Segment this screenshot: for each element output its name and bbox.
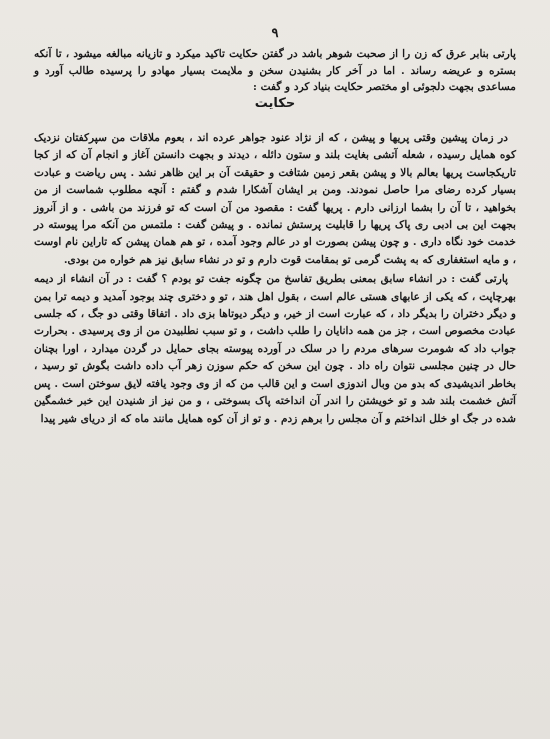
paragraph: در زمان پیشین وقتی پریها و پیشن ، که از نژاد عنود جواهر عرده اند ، بعوم ملاقات من سپرکفتان نزدیک کوه همایل رسیده ، شعله آتشی بغایت بلند و ستون دائله ، دیدند و بجهت دانستن آغاز و انجام آن که از کجا تاریکجاست پریها بعالم بالا و پیشن بقعر زمین شتافت و حقیقت آن بر این ظاهر نشد . پس ریاضت و عبادت بسیار کرده رضای مرا حاصل نمودند. ومن بر ایشان آشکارا شدم و گفتم : آنچه مطلوب شماست از من بخواهید ، تا آن را بشما ارزانی دارم . پریها گفت : مقصود من آن است که تو فرزند من باشی . و از آنروز بجهت این بی ادبی ری پاک پریها را قابلیت پرستش نمانده . و پیشن گفت : ملتمس من آنکه مرا پیوسته در خدمت خود نگاه داری . و چون پیشن بصورت او در عالم وجود آمده ، تو هم همان پیشن که تاراین نام اوست ، و مایه استغفاری که به پشت گرمی تو بمقامت قوت دارم و تو در نشاء سابق نیز هم خواره من بودی. (34, 132, 516, 266)
body-text (34, 130, 516, 430)
intro-paragraph: پارتی بنابر عرق که زن را از صحبت شوهر باشد در گفتن حکایت تاکید میکرد و تازیانه مبالغه میشود ، تا آنکه بستره و عریضه رساند . اما در آخر کار بشنیدن سخن و ملایمت بسیار مهادو را پرسیده طالب آورد و مساعدی بجهت دلجوئی او مختصر حکایت بنیاد کرد و گفت : (34, 48, 516, 94)
page-number: ۹ (271, 26, 279, 41)
paragraph: پارتی گفت : در انشاء سابق بمعنی بطریق تفاسخ من چگونه جفت تو بودم ؟ گفت : در آن انشاء از دیمه بهرچاپت ، که یکی از عابهای هستی عالم است ، بقول اهل هند ، تو و دختری چند بوجود آمدید و دیمه ترا بمن و دیگر دختران را بدیگر داد ، که عبارت است از خیر، و دیگر دیوتاها بزی داد . اتفاقا وقتی دو جگ ، که جلسی عبادت مخصوص است ، جز من همه دانایان را طلب داشت ، و تو سبب نطلبیدن من از وی پرسیدی . بحرارت جواب داد که شومرت سرهای مردم را در سلک در آورده پیوسته بجای حمایل در گردن میدارد ، اورا بچنان حال در چنین مجلسی نتوان راه داد . چون این سخن که حکم سوزن زهر آب داده داشت بگوش تو رسید ، بخاطر اندیشیدی که بدو من وبال اندوزی است و این قالب من که از وی وجود یافته لایق سوختن است . پس آتش خشمت بلند شد و تو خویشتن را اندر آن انداخته پاک بسوختی ، و من نیز از شنیدن این خبر خشمگین شده در جگ او خلل انداختم و آن مجلس را برهم زدم . و تو از آن کوه همایل مانند ماه که از دریای شیر پیدا (34, 273, 516, 425)
section-heading: حکایت (254, 96, 296, 111)
